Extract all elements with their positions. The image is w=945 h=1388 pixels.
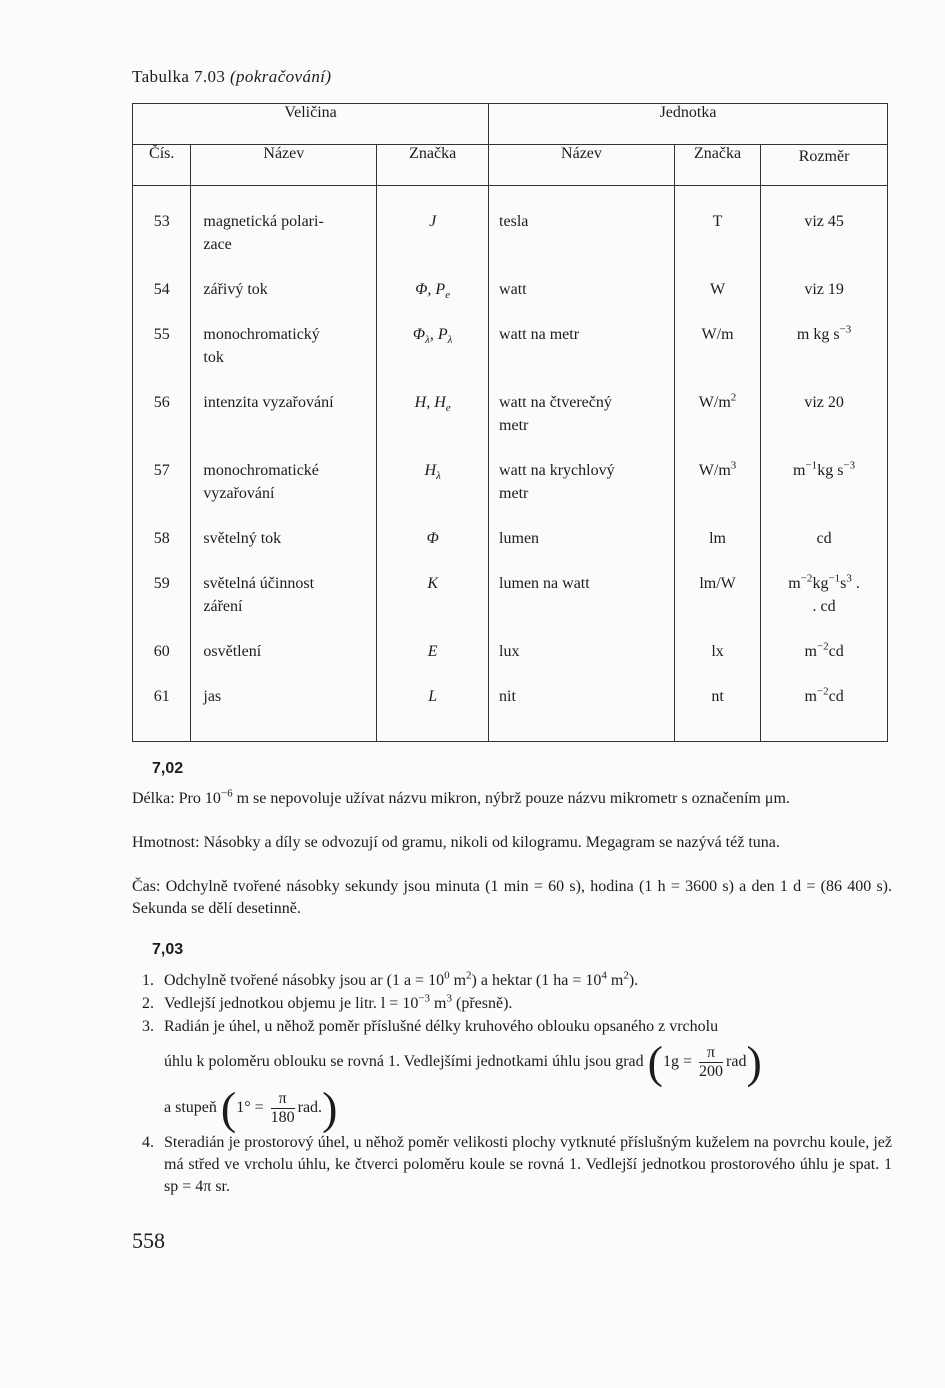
table-row bbox=[133, 278, 888, 323]
list-item-line-text: a stupeň bbox=[164, 1099, 217, 1117]
quantity-symbol bbox=[377, 391, 489, 459]
row-number: 60 bbox=[133, 640, 191, 685]
left-paren-icon: ( bbox=[647, 1036, 663, 1088]
unit-symbol: W/m bbox=[674, 323, 760, 391]
quantity-name: monochromatické vyzařování bbox=[191, 459, 377, 527]
list-item-number: 2. bbox=[142, 995, 154, 1012]
list-item-line: Radián je úhel, u něhož poměr příslušné délky kruhového oblouku opsaného z vrcholu bbox=[164, 1018, 719, 1035]
unit-dimension bbox=[761, 459, 888, 527]
unit-symbol: T bbox=[674, 186, 760, 279]
quantity-symbol bbox=[377, 278, 489, 323]
list-item-text: Steradián je prostorový úhel, u něhož poměr velikosti plochy vytknuté příslušným kuželem na povrchu koule, jež má střed ve vrcholu úhlu, ke čtverci poloměru koule se rovná 1. Vedlejší jednotkou prostorového úhlu je spat. 1 sp = 4π sr. bbox=[164, 1134, 892, 1195]
column-header: Značka bbox=[377, 145, 489, 186]
unit-name: lumen na watt bbox=[489, 572, 675, 640]
quantity-name: intenzita vyzařování bbox=[191, 391, 377, 459]
row-number: 59 bbox=[133, 572, 191, 640]
degree-lhs: 1° = bbox=[236, 1099, 264, 1117]
unit-dimension-text: $m^{-2}kg^{-1}s^3$ . . cd bbox=[788, 572, 860, 615]
column-header-row bbox=[133, 145, 888, 186]
quantity-name: magnetická polari- zace bbox=[191, 186, 377, 279]
page-number: 558 bbox=[132, 1228, 165, 1253]
quantity-name: monochromatický tok bbox=[191, 323, 377, 391]
quantity-name: zářivý tok bbox=[191, 278, 377, 323]
quantity-symbol bbox=[377, 323, 489, 391]
unit-name: lumen bbox=[489, 527, 675, 572]
right-paren-icon: ) bbox=[322, 1082, 338, 1134]
quantity-symbol: J bbox=[377, 186, 489, 279]
unit-symbol: nt bbox=[674, 685, 760, 742]
paragraph-delka-text: Délka: Pro $10^{-6}$ m se nepovoluje užívat názvu mikron, nýbrž pouze názvu mikrometr s označením μm. bbox=[132, 787, 790, 807]
unit-dimension bbox=[761, 685, 888, 742]
list-item-text bbox=[164, 993, 892, 1015]
table-caption-note: (pokračování) bbox=[229, 67, 332, 86]
column-header: Název bbox=[191, 145, 377, 186]
unit-dimension bbox=[761, 323, 888, 391]
quantity-name: světelný tok bbox=[191, 527, 377, 572]
unit-symbol: lm bbox=[674, 527, 760, 572]
table-row bbox=[133, 323, 888, 391]
table-row bbox=[133, 572, 888, 640]
unit-dimension: viz 45 bbox=[761, 186, 888, 279]
left-paren-icon: ( bbox=[220, 1082, 237, 1134]
list-item-text-content: Vedlejší jednotkou objemu je litr. $l = 10^{-3}$ $m^3$ (přesně). bbox=[164, 992, 513, 1012]
grad-lhs: 1g = bbox=[662, 1053, 693, 1071]
table-row bbox=[133, 640, 888, 685]
unit-symbol: lm/W bbox=[674, 572, 760, 640]
unit-name: watt bbox=[489, 278, 675, 323]
grad-unit: rad bbox=[726, 1053, 747, 1071]
unit-dimension-text: $m^{-1}kg$ $s^{-3}$ bbox=[793, 459, 856, 479]
grad-numerator: π bbox=[699, 1044, 723, 1063]
quantity-symbol-text: Φ, $P_e$ bbox=[415, 281, 451, 302]
unit-name: watt na čtverečný metr bbox=[489, 391, 675, 459]
group-header-quantity: Veličina bbox=[133, 104, 489, 145]
unit-dimension bbox=[761, 572, 888, 640]
unit-dimension: viz 19 bbox=[761, 278, 888, 323]
table-caption bbox=[132, 67, 331, 87]
group-header-unit: Jednotka bbox=[489, 104, 888, 145]
grad-fraction bbox=[699, 1044, 723, 1081]
paragraph-delka bbox=[132, 788, 892, 810]
units-table bbox=[132, 103, 888, 742]
quantity-name: světelná účinnost záření bbox=[191, 572, 377, 640]
unit-name: watt na metr bbox=[489, 323, 675, 391]
list-item-line bbox=[164, 1036, 892, 1088]
list-item-text-content: Odchylně tvořené násobky jsou ar (1 $a = 10^0$ $m^2$) a hektar (1 ha = $10^4$ $m^2$). bbox=[164, 969, 639, 989]
quantity-symbol-text: $\Phi_\lambda$, $P_\lambda$ bbox=[412, 326, 453, 347]
unit-symbol-text: $W/m^3$ bbox=[698, 459, 737, 479]
quantity-symbol-text: H, $H_e$ bbox=[414, 394, 451, 415]
row-number: 61 bbox=[133, 685, 191, 742]
quantity-symbol: L bbox=[377, 685, 489, 742]
unit-name: watt na krychlový metr bbox=[489, 459, 675, 527]
grad-denominator: 200 bbox=[699, 1063, 724, 1080]
row-number: 56 bbox=[133, 391, 191, 459]
column-header: Čís. bbox=[133, 145, 191, 186]
unit-dimension-text: m kg $s^{-3}$ bbox=[796, 323, 852, 343]
unit-dimension bbox=[761, 640, 888, 685]
table-row bbox=[133, 186, 888, 279]
table-row bbox=[133, 459, 888, 527]
group-header-row bbox=[133, 104, 888, 145]
unit-symbol: W bbox=[674, 278, 760, 323]
unit-symbol bbox=[674, 391, 760, 459]
right-paren-icon: ) bbox=[746, 1036, 762, 1088]
row-number: 57 bbox=[133, 459, 191, 527]
quantity-symbol: K bbox=[377, 572, 489, 640]
degree-denominator: 180 bbox=[270, 1109, 295, 1126]
row-number: 54 bbox=[133, 278, 191, 323]
unit-name: nit bbox=[489, 685, 675, 742]
list-item-number: 1. bbox=[142, 972, 154, 989]
unit-dimension: cd bbox=[761, 527, 888, 572]
list-item-text bbox=[164, 970, 892, 992]
column-header: Rozměr bbox=[761, 145, 888, 186]
list-item-number: 3. bbox=[142, 1018, 154, 1035]
section-heading-7-02: 7,02 bbox=[152, 760, 184, 777]
table-row bbox=[133, 685, 888, 742]
unit-symbol: lx bbox=[674, 640, 760, 685]
list-item bbox=[142, 1016, 892, 1136]
unit-dimension: viz 20 bbox=[761, 391, 888, 459]
table-row bbox=[133, 527, 888, 572]
quantity-name: jas bbox=[191, 685, 377, 742]
section-heading-7-03: 7,03 bbox=[152, 941, 184, 958]
list-item-number: 4. bbox=[142, 1134, 154, 1151]
degree-unit: rad. bbox=[297, 1099, 323, 1117]
quantity-symbol-text: $H_\lambda$ bbox=[424, 462, 441, 483]
column-header: Název bbox=[489, 145, 675, 186]
list-item-line bbox=[164, 1082, 892, 1134]
paragraph-hmotnost: Hmotnost: Násobky a díly se odvozují od gramu, nikoli od kilogramu. Megagram se nazývá též tuna. bbox=[132, 834, 780, 851]
row-number: 53 bbox=[133, 186, 191, 279]
unit-symbol bbox=[674, 459, 760, 527]
quantity-symbol: E bbox=[377, 640, 489, 685]
row-number: 58 bbox=[133, 527, 191, 572]
quantity-name: osvětlení bbox=[191, 640, 377, 685]
table-title: Tabulka 7.03 bbox=[132, 67, 226, 86]
unit-name: lux bbox=[489, 640, 675, 685]
paragraph-cas: Čas: Odchylně tvořené násobky sekundy jsou minuta (1 min = 60 s), hodina (1 h = 3600 s) a den 1 d = (86 400 s). Sekunda se dělí desetinně. bbox=[132, 878, 892, 917]
degree-fraction bbox=[271, 1090, 295, 1127]
degree-numerator: π bbox=[271, 1090, 295, 1109]
table-row bbox=[133, 391, 888, 459]
unit-dimension-text: $m^{-2}cd$ bbox=[804, 685, 844, 705]
quantity-symbol bbox=[377, 459, 489, 527]
column-header: Značka bbox=[674, 145, 760, 186]
unit-dimension-text: $m^{-2}cd$ bbox=[804, 640, 844, 660]
row-number: 55 bbox=[133, 323, 191, 391]
list-item-line-text: úhlu k poloměru oblouku se rovná 1. Vedlejšími jednotkami úhlu jsou grad bbox=[164, 1053, 644, 1071]
quantity-symbol: Φ bbox=[377, 527, 489, 572]
unit-name: tesla bbox=[489, 186, 675, 279]
unit-symbol-text: $W/m^2$ bbox=[698, 391, 737, 411]
